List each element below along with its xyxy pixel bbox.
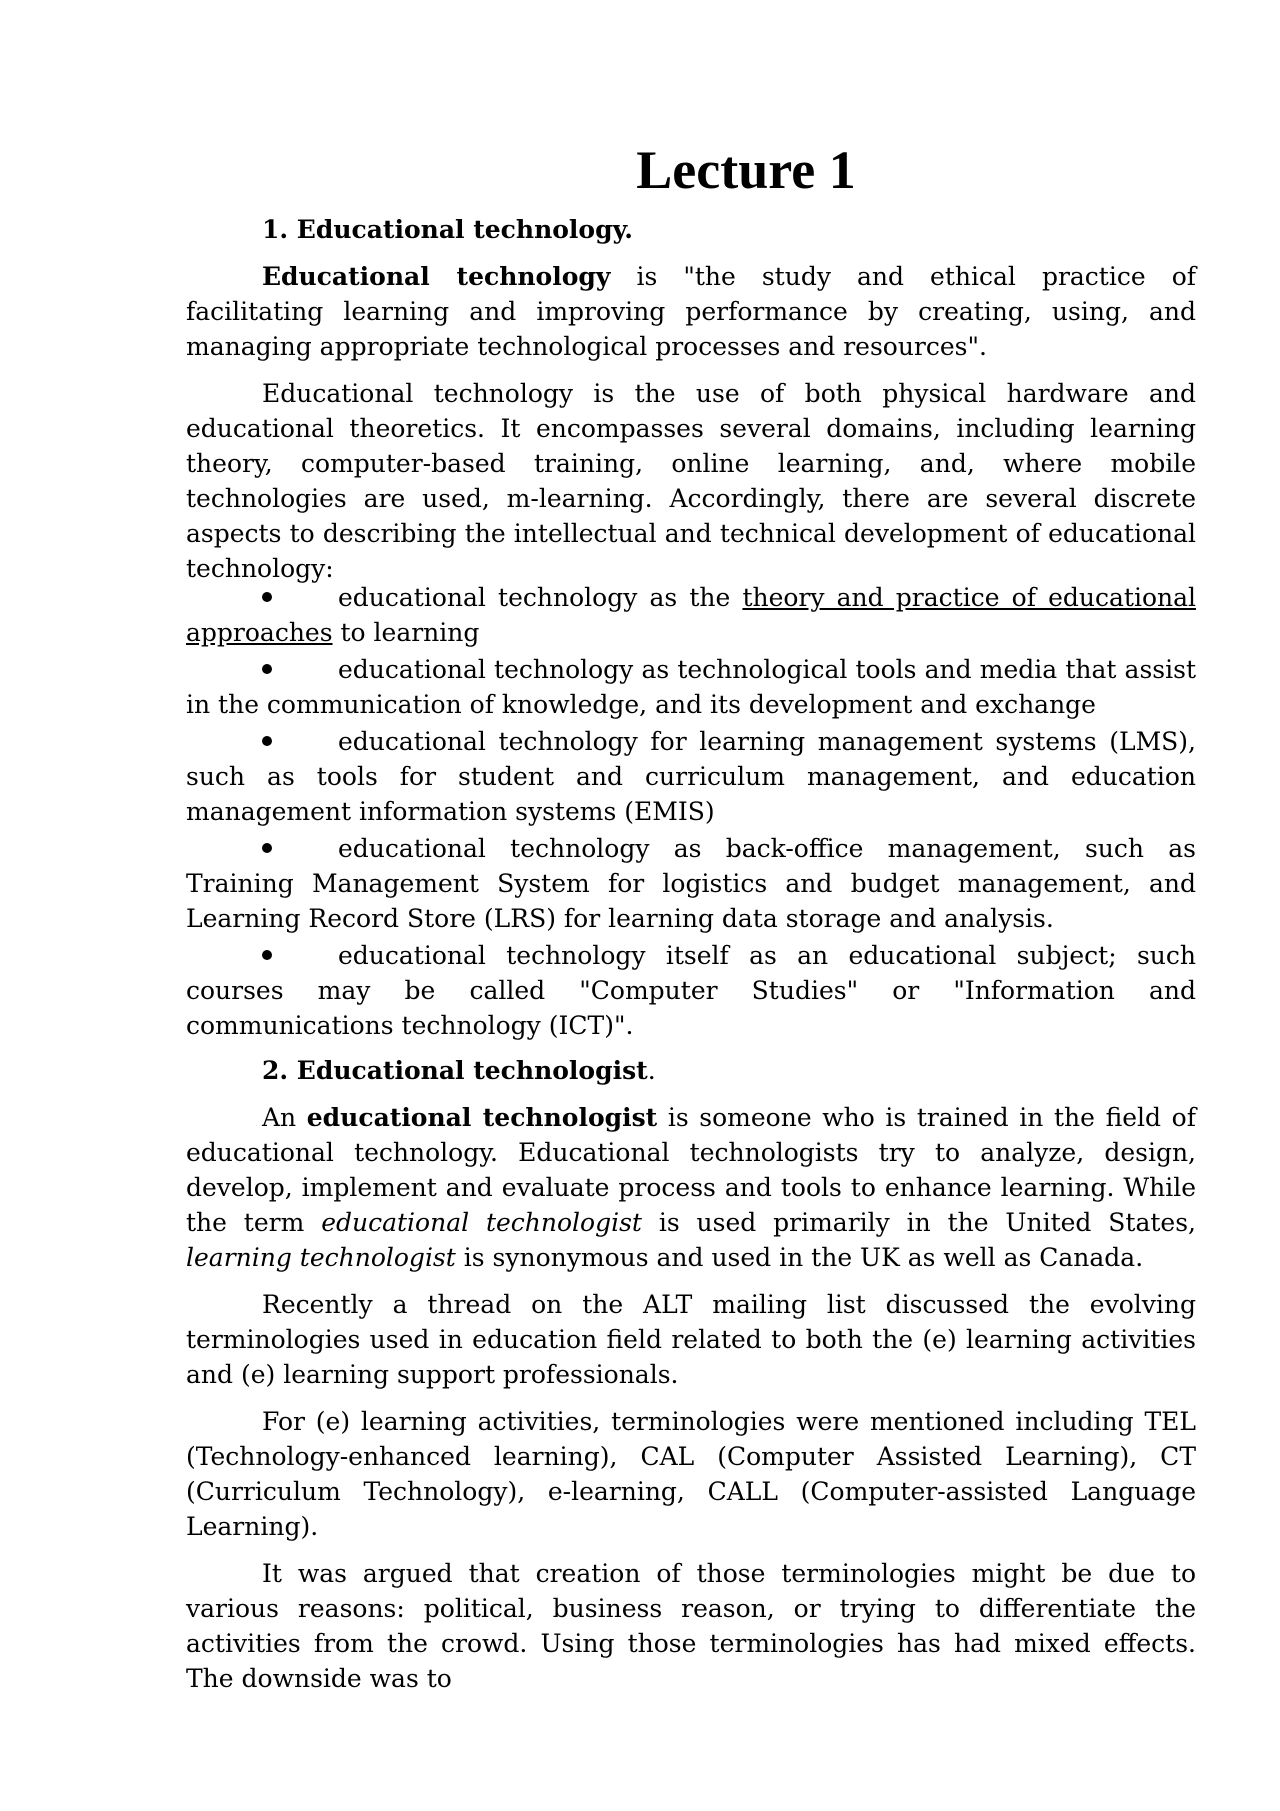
term-educational-technology: Educational technology xyxy=(262,262,611,291)
theory-link[interactable]: theory and practice of educational approaches xyxy=(186,583,1196,647)
section-2-heading: 2. Educational technologist. xyxy=(262,1056,656,1085)
bullet-item-1: educational technology as the theory and practice of educational approaches to learning xyxy=(186,583,1196,647)
term-educational-technologist: educational technologist xyxy=(306,1103,658,1132)
section-1-paragraph-2: Educational technology is the use of both physical hardware and educational theoretics. It encompasses several domains, including learning theory, computer-based training, online learning, and, where mobile technologies are used, m-learning. Accordingly, there are several discrete aspects to describing the intellectual and technical development of educational technology: xyxy=(186,379,1196,583)
section-1-heading: 1. Educational technology. xyxy=(262,215,633,244)
bullet-item-3: educational technology for learning management systems (LMS), such as tools for student and curriculum management, and education management information systems (EMIS) xyxy=(186,727,1196,826)
section-2-paragraph-1: An educational technologist is someone who is trained in the field of educational technology. Educational technologists try to analyze, design, develop, implement and evaluate process and tools to enhance learning. While the term educational technologist is used primarily in the United States, learning technologist is synonymous and used in the UK as well as Canada. xyxy=(186,1103,1196,1272)
section-2-paragraph-3: For (e) learning activities, terminologies were mentioned including TEL (Technology-enhanced learning), CAL (Computer Assisted Learning), CT (Curriculum Technology), e-learning, CALL (Computer-assisted Language Learning). xyxy=(186,1407,1196,1541)
page-title: Lecture 1 xyxy=(636,140,856,200)
section-2-paragraph-2: Recently a thread on the ALT mailing list discussed the evolving terminologies used in education field related to both the (e) learning activities and (e) learning support professionals. xyxy=(186,1290,1196,1389)
definition-text: is "the study and ethical practice of facilitating learning and improving performance by creating, using, and managing appropriate technological processes and resources". xyxy=(186,262,1196,361)
bullet-item-5: educational technology itself as an educational subject; such courses may be called "Computer Studies" or "Information and communications technology (ICT)". xyxy=(186,941,1196,1040)
section-1-paragraph-1 xyxy=(186,259,1196,364)
bullet-item-4: educational technology as back-office management, such as Training Management System for logistics and budget management, and Learning Record Store (LRS) for learning data storage and analysis. xyxy=(186,834,1196,933)
section-2-paragraph-4: It was argued that creation of those terminologies might be due to various reasons: political, business reason, or trying to differentiate the activities from the crowd. Using those terminologies has had mixed effects. The downside was to xyxy=(186,1559,1196,1693)
bullet-item-2: educational technology as technological tools and media that assist in the communication of knowledge, and its development and exchange xyxy=(186,655,1196,719)
